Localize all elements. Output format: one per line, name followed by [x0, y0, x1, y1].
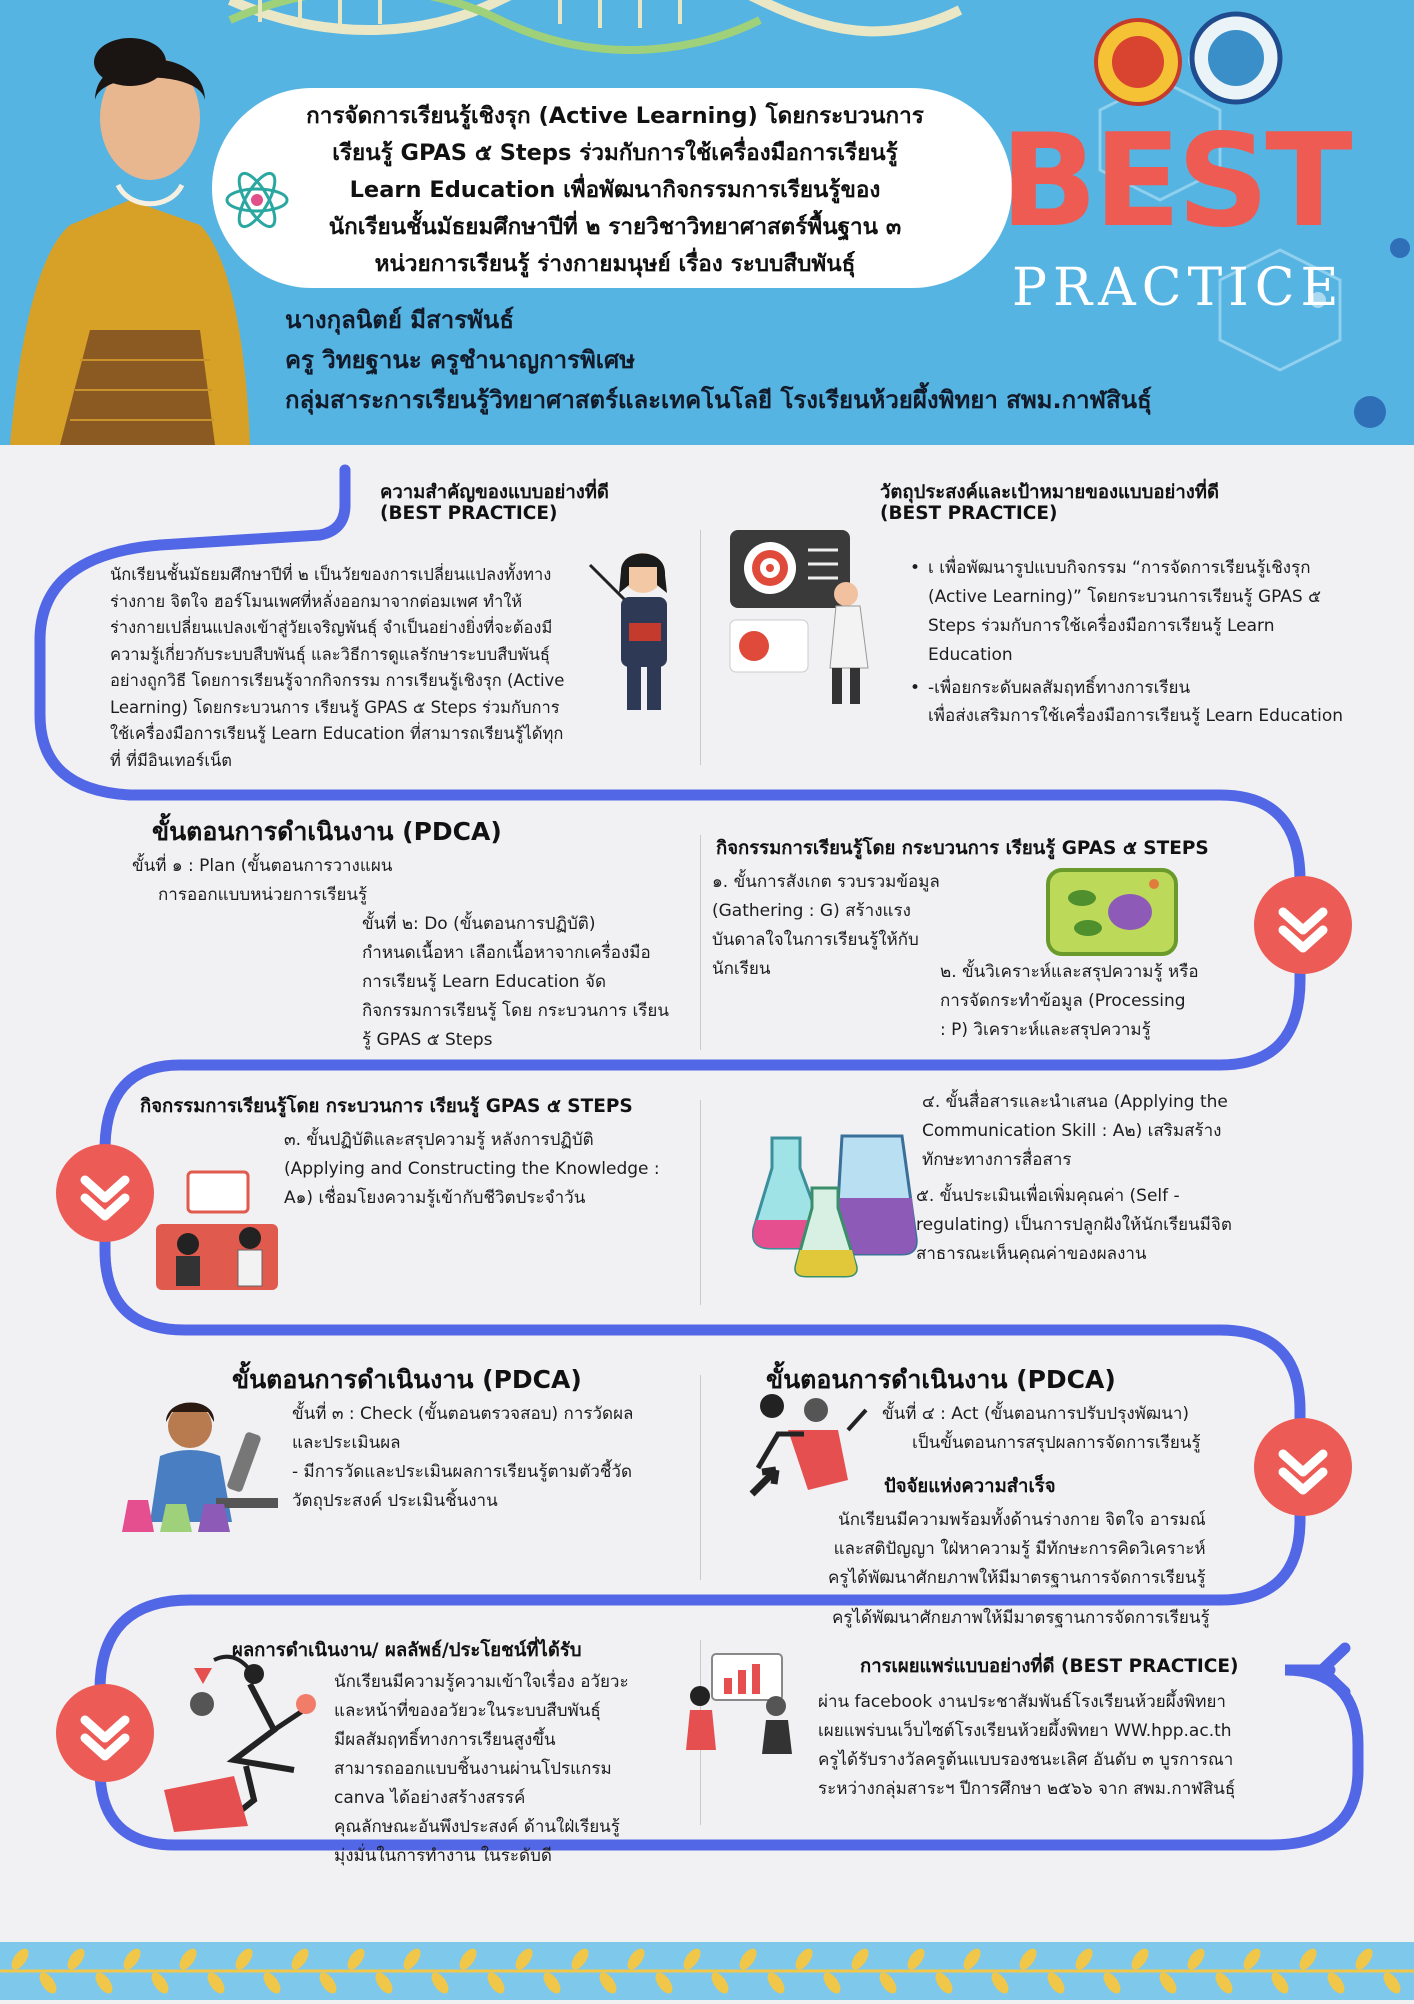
step-line: ขั้นที่ ๔ : Act (ขั้นตอนการปรับปรุงพัฒนา): [882, 1404, 1190, 1424]
chevron-down-icon: [56, 1144, 154, 1242]
classroom-illustration: [152, 1168, 282, 1293]
result-line: สามารถออกแบบชิ้นงานผ่านโปรแกรม: [334, 1759, 612, 1779]
dissemination-line: ผ่าน facebook งานประชาสัมพันธ์โรงเรียนห้วยผึ้งพิทยา: [818, 1692, 1226, 1712]
best-badge: BEST: [1000, 107, 1349, 256]
body-line: ที่ ที่มีอินเทอร์เน็ต: [110, 750, 232, 770]
footer-border: [0, 1942, 1414, 2000]
leaf-icon: [708, 1970, 732, 1997]
practice-badge: PRACTICE: [1012, 258, 1345, 318]
gpas-step-3: [284, 1126, 660, 1213]
leaf-icon: [568, 1946, 592, 1973]
step-line: บันดาลใจในการเรียนรู้ให้กับ: [712, 930, 919, 950]
pdca-step-3: [292, 1400, 633, 1516]
leaf-icon: [904, 1946, 928, 1973]
leaf-icon: [1352, 1946, 1376, 1973]
step-line: ๓. ขั้นปฏิบัติและสรุปความรู้ หลังการปฏิบัติ: [284, 1130, 594, 1150]
body-line: ใช้เครื่องมือการเรียนรู้ Learn Education ที่สามารถเรียนรู้ได้ทุก: [110, 724, 564, 743]
result-line: มุ่งมั่นในการทำงาน ในระดับดี: [334, 1846, 552, 1866]
step-line: (Applying and Constructing the Knowledge :: [284, 1159, 660, 1179]
title-line: นักเรียนชั้นมัธยมศึกษาปีที่ ๒ รายวิชาวิทยาศาสตร์พื้นฐาน ๓: [328, 214, 902, 240]
step-line: ขั้นที่ ๓ : Check (ขั้นตอนตรวจสอบ) การวัดผล: [292, 1404, 634, 1424]
author-affiliation: กลุ่มสาระการเรียนรู้วิทยาศาสตร์และเทคโนโลยี โรงเรียนห้วยผึ้งพิทยา สพม.กาฬสินธุ์: [285, 386, 1152, 414]
plant-cell-illustration: [1042, 862, 1182, 962]
leaf-icon: [876, 1970, 900, 1997]
results-body: [334, 1668, 629, 1871]
dissemination-line: ครูได้รับรางวัลครูต้นแบบรองชนะเลิศ อันดับ ๓ บูรการณา: [818, 1750, 1234, 1770]
dissemination-line: เผยแพร่บนเว็บไซต์โรงเรียนห้วยผึ้งพิทยา WW.hpp.ac.th: [818, 1721, 1232, 1741]
result-line: นักเรียนมีความรู้ความเข้าใจเรื่อง อวัยวะ: [334, 1672, 629, 1692]
leaf-icon: [8, 1946, 32, 1973]
dissemination-top-line: ครูได้พัฒนาศักยภาพให้มีมาตรฐานการจัดการเรียนรู้: [832, 1608, 1210, 1628]
author-position: ครู วิทยฐานะ ครูชำนาญการพิเศษ: [285, 346, 636, 374]
leaf-icon: [92, 1970, 116, 1997]
importance-body: [110, 562, 564, 774]
bullet-icon: •: [910, 558, 921, 578]
teamwork-illustration: [748, 1390, 868, 1500]
step-line: ๒. ขั้นวิเคราะห์และสรุปความรู้ หรือ: [940, 962, 1199, 982]
chevron-down-icon: [1254, 876, 1352, 974]
step-line: กำหนดเนื้อหา เลือกเนื้อหาจากเครื่องมือ: [362, 943, 651, 963]
step-line: regulating) เป็นการปลูกฝังให้นักเรียนมีจิต: [916, 1215, 1232, 1235]
step-line: - มีการวัดและประเมินผลการเรียนรู้ตามตัวชี้วัด: [292, 1462, 632, 1482]
leaf-icon: [204, 1970, 228, 1997]
step-line: : P) วิเคราะห์และสรุปความรู้: [940, 1020, 1151, 1040]
result-line: มีผลสัมฤทธิ์ทางการเรียนสูงขึ้น: [334, 1730, 556, 1750]
step-line: ๑. ขั้นการสังเกต รวบรวมข้อมูล: [712, 872, 940, 892]
leaf-icon: [1324, 1970, 1348, 1997]
importance-heading: ความสำคัญของแบบอย่างที่ดี: [380, 482, 609, 503]
pdca-step-2: [362, 910, 669, 1055]
gpas-step-2: [940, 958, 1199, 1045]
section-divider: [700, 530, 701, 765]
leaf-icon: [1240, 1946, 1264, 1973]
leaf-icon: [1184, 1946, 1208, 1973]
leaf-icon: [36, 1970, 60, 1997]
step-line: ทักษะทางการสื่อสาร: [922, 1150, 1072, 1170]
body-line: Learning) โดยกระบวนการ เรียนรู้ GPAS ๕ Steps ร่วมกับการ: [110, 697, 560, 717]
objective-item: [910, 554, 1383, 670]
body-line: อย่างถูกวิธี โดยการเรียนรู้จากกิจกรรม การเรียนรู้เชิงรุก (Active: [110, 671, 565, 690]
teacher-illustration: [585, 545, 695, 715]
objectives-list: [910, 554, 1383, 703]
leaf-icon: [1072, 1946, 1096, 1973]
achievement-illustration: [154, 1640, 339, 1835]
objective-line: -เพื่อยกระดับผลสัมฤทธิ์ทางการเรียน: [928, 678, 1191, 698]
leaf-icon: [1128, 1946, 1152, 1973]
step-line: สาธารณะเห็นคุณค่าของผลงาน: [916, 1244, 1147, 1264]
result-line: และหน้าที่ของอวัยวะในระบบสืบพันธุ์: [334, 1701, 601, 1721]
result-line: คุณลักษณะอันพึงประสงค์ ด้านใฝ่เรียนรู้: [334, 1817, 620, 1837]
importance-heading-sub: (BEST PRACTICE): [380, 503, 558, 524]
step-line: (Gathering : G) สร้างแรง: [712, 901, 911, 921]
leaf-icon: [148, 1970, 172, 1997]
leaf-icon: [372, 1970, 396, 1997]
body-line: ความรู้เกี่ยวกับระบบสืบพันธุ์ และวิธีการดูแลรักษาระบบสืบพันธุ์: [110, 644, 550, 664]
title-line: Learn Education เพื่อพัฒนากิจกรรมการเรียนรู้ของ: [349, 177, 881, 203]
pdca-step-4: [882, 1400, 1201, 1458]
lab-beakers-illustration: [752, 1128, 922, 1278]
leaf-icon: [736, 1946, 760, 1973]
pdca-heading: ขั้นตอนการดำเนินงาน (PDCA): [152, 817, 502, 846]
leaf-icon: [540, 1970, 564, 1997]
leaf-icon: [344, 1946, 368, 1973]
section-divider: [700, 1375, 701, 1580]
gpas-step-1: [712, 868, 940, 984]
success-line: และสติปัญญา ใฝ่หาความรู้ มีทักษะการคิดวิเคราะห์: [833, 1539, 1206, 1559]
objective-line: เ เพื่อพัฒนารูปแบบกิจกรรม “การจัดการเรียนรู้เชิงรุก: [928, 558, 1311, 578]
step-line: วัตถุประสงค์ ประเมินชิ้นงาน: [292, 1491, 498, 1511]
author-name: นางกุลนิตย์ มีสารพันธ์: [285, 306, 514, 334]
step-line: A๑) เชื่อมโยงความรู้เข้ากับชีวิตประจำวัน: [284, 1188, 586, 1208]
leaf-icon: [1296, 1946, 1320, 1973]
success-factors: [828, 1506, 1206, 1593]
leaf-icon: [596, 1970, 620, 1997]
body-line: นักเรียนชั้นมัธยมศึกษาปีที่ ๒ เป็นวัยของการเปลี่ยนแปลงทั้งทาง: [110, 565, 552, 584]
leaf-pattern: [0, 1942, 1414, 2000]
leaf-icon: [512, 1946, 536, 1973]
leaf-icon: [820, 1970, 844, 1997]
leaf-icon: [848, 1946, 872, 1973]
leaf-icon: [932, 1970, 956, 1997]
leaf-icon: [764, 1970, 788, 1997]
section-divider: [700, 1100, 701, 1305]
presentation-illustration: [672, 1650, 802, 1755]
objectives-heading-sub: (BEST PRACTICE): [880, 503, 1058, 524]
pdca-step-1: [132, 852, 392, 910]
step-line: และประเมินผล: [292, 1433, 401, 1453]
step-line: การจัดกระทำข้อมูล (Processing: [940, 991, 1186, 1011]
leaf-icon: [400, 1946, 424, 1973]
gpas-step-5: [916, 1182, 1232, 1269]
step-line: นักเรียน: [712, 959, 771, 979]
leaf-icon: [484, 1970, 508, 1997]
step-line: เป็นขั้นตอนการสรุปผลการจัดการเรียนรู้: [912, 1433, 1201, 1453]
leaf-icon: [988, 1970, 1012, 1997]
leaf-icon: [624, 1946, 648, 1973]
objective-line: เพื่อส่งเสริมการใช้เครื่องมือการเรียนรู้ Learn Education: [928, 706, 1344, 726]
objective-line: Education: [928, 645, 1013, 665]
leaf-icon: [64, 1946, 88, 1973]
chevron-down-icon: [56, 1684, 154, 1782]
leaf-icon: [1380, 1970, 1404, 1997]
leaf-icon: [428, 1970, 452, 1997]
body-line: ร่างกาย จิตใจ ฮอร์โมนเพศที่หลั่งออกมาจากต่อมเพศ ทำให้: [110, 591, 523, 611]
leaf-icon: [680, 1946, 704, 1973]
body-line: ร่างกายเปลี่ยนแปลงเข้าสู่วัยเจริญพันธุ์ จำเป็นอย่างยิ่งที่จะต้องมี: [110, 618, 553, 637]
leaf-icon: [288, 1946, 312, 1973]
gpas-heading: กิจกรรมการเรียนรู้โดย กระบวนการ เรียนรู้ GPAS ๕ STEPS: [140, 1096, 633, 1117]
success-heading: ปัจจัยแห่งความสำเร็จ: [884, 1476, 1056, 1497]
pdca-heading: ขั้นตอนการดำเนินงาน (PDCA): [766, 1365, 1116, 1394]
leaf-icon: [120, 1946, 144, 1973]
leaf-icon: [1044, 1970, 1068, 1997]
gpas-step-4: [922, 1088, 1228, 1175]
step-line: กิจกรรมการเรียนรู้ โดย กระบวนการ เรียน: [362, 1001, 669, 1021]
title-line: การจัดการเรียนรู้เชิงรุก (Active Learning) โดยกระบวนการ: [306, 103, 924, 129]
leaf-icon: [1212, 1970, 1236, 1997]
chevron-down-icon: [1254, 1418, 1352, 1516]
leaf-icon: [1268, 1970, 1292, 1997]
step-line: ๕. ขั้นประเมินเพื่อเพิ่มคุณค่า (Self -: [916, 1186, 1180, 1206]
leaf-icon: [456, 1946, 480, 1973]
step-line: ขั้นที่ ๒: Do (ขั้นตอนการปฏิบัติ): [362, 914, 596, 934]
step-line: รู้ GPAS ๕ Steps: [362, 1030, 493, 1050]
step-line: Communication Skill : A๒) เสริมสร้าง: [922, 1121, 1222, 1141]
step-line: การออกแบบหน่วยการเรียนรู้: [158, 885, 368, 905]
leaf-icon: [232, 1946, 256, 1973]
step-line: ขั้นที่ ๑ : Plan (ขั้นตอนการวางแผน: [132, 856, 393, 876]
objective-line: (Active Learning)” โดยกระบวนการเรียนรู้ GPAS ๕: [928, 587, 1321, 607]
leaf-icon: [960, 1946, 984, 1973]
dissemination-heading: การเผยแพร่แบบอย่างที่ดี (BEST PRACTICE): [860, 1656, 1239, 1677]
leaf-icon: [176, 1946, 200, 1973]
leaf-icon: [1156, 1970, 1180, 1997]
step-line: ๔. ขั้นสื่อสารและนำเสนอ (Applying the: [922, 1092, 1228, 1112]
bullet-icon: •: [910, 678, 921, 698]
dissemination-body: [818, 1688, 1235, 1804]
leaf-icon: [1100, 1970, 1124, 1997]
objective-line: Steps ร่วมกับการใช้เครื่องมือการเรียนรู้ Learn: [928, 616, 1275, 636]
target-illustration: [728, 528, 878, 708]
leaf-icon: [652, 1970, 676, 1997]
result-line: canva ได้อย่างสร้างสรรค์: [334, 1788, 526, 1808]
pdca-heading: ขั้นตอนการดำเนินงาน (PDCA): [232, 1365, 582, 1394]
dissemination-line: ระหว่างกลุ่มสาระฯ ปีการศึกษา ๒๕๖๖ จาก สพม.กาฬสินธุ์: [818, 1779, 1236, 1799]
leaf-icon: [316, 1970, 340, 1997]
objective-item: [910, 674, 1383, 703]
leaf-icon: [792, 1946, 816, 1973]
leaf-icon: [260, 1970, 284, 1997]
step-line: การเรียนรู้ Learn Education จัด: [362, 972, 606, 992]
results-heading: ผลการดำเนินงาน/ ผลลัพธ์/ประโยชน์ที่ได้รับ: [232, 1640, 582, 1661]
success-line: นักเรียนมีความพร้อมทั้งด้านร่างกาย จิตใจ อารมณ์: [838, 1510, 1206, 1530]
success-line: ครูได้พัฒนาศักยภาพให้มีมาตรฐานการจัดการเรียนรู้: [828, 1568, 1206, 1588]
scientist-illustration: [120, 1392, 285, 1542]
leaf-icon: [1016, 1946, 1040, 1973]
section-divider: [700, 835, 701, 1050]
title-line: เรียนรู้ GPAS ๕ Steps ร่วมกับการใช้เครื่องมือการเรียนรู้: [332, 140, 898, 166]
gpas-heading: กิจกรรมการเรียนรู้โดย กระบวนการ เรียนรู้ GPAS ๕ STEPS: [716, 838, 1209, 859]
objectives-heading: วัตถุประสงค์และเป้าหมายของแบบอย่างที่ดี: [880, 482, 1219, 503]
title-line: หน่วยการเรียนรู้ ร่างกายมนุษย์ เรื่อง ระบบสืบพันธุ์: [374, 251, 856, 277]
